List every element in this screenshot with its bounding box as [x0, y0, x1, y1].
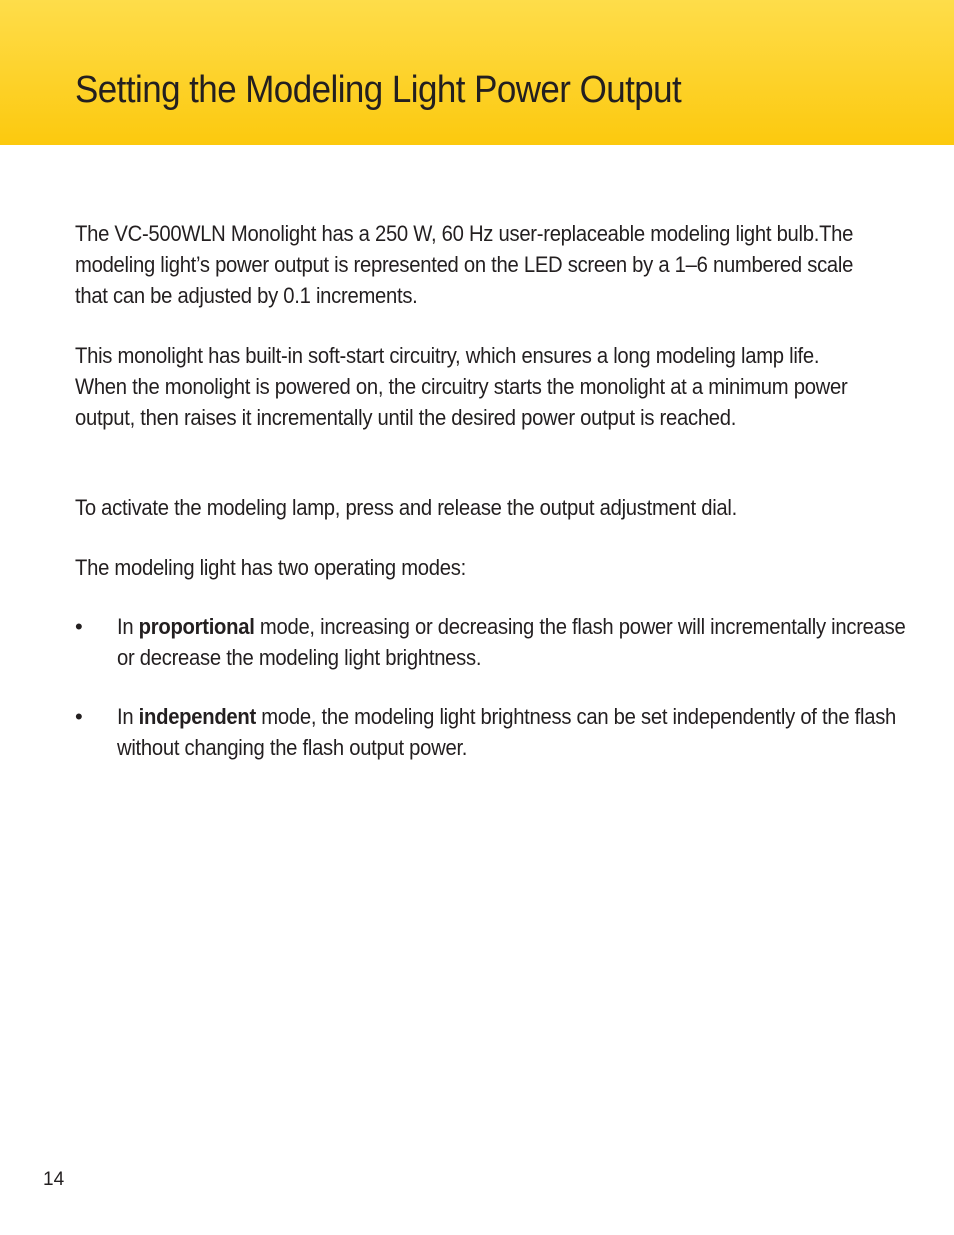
modes-list — [75, 611, 906, 791]
bullet-prefix: In — [117, 614, 139, 639]
paragraph-activate: To activate the modeling lamp, press and release the output adjustment dial. — [75, 495, 737, 520]
paragraph-modes-intro: The modeling light has two operating modes: — [75, 555, 466, 580]
list-item-independent — [75, 701, 895, 791]
mode-term: independent — [138, 704, 256, 729]
bullet-suffix: mode, the modeling light brightness can be set independently of the flash without changing the flash output power. — [117, 704, 897, 760]
bullet-prefix: In — [117, 704, 139, 729]
bullet-text — [117, 701, 908, 763]
bullet-suffix: mode, increasing or decreasing the flash power will incrementally increase or decrease the modeling light brightness. — [117, 614, 906, 670]
paragraph-intro: The VC-500WLN Monolight has a 250 W, 60 Hz user-replaceable modeling light bulb.The modeling light’s power output is represented on the LED screen by a 1–6 numbered scale that can be adjusted by 0.1 increments. — [75, 221, 854, 308]
bullet-marker: • — [75, 614, 83, 639]
page-number: 14 — [43, 1169, 65, 1190]
paragraph-soft-start: This monolight has built-in soft-start circuitry, which ensures a long modeling lamp life. When the monolight is powered on, the circuitry starts the monolight at a minimum power output, then raises it incrementally until the desired power output is reached. — [75, 343, 848, 430]
bullet-marker: • — [75, 704, 83, 729]
header-band — [0, 0, 954, 145]
mode-term: proportional — [138, 614, 255, 639]
list-item-proportional — [75, 611, 906, 701]
page-title: Setting the Modeling Light Power Output — [75, 69, 682, 111]
bullet-text — [117, 611, 908, 673]
